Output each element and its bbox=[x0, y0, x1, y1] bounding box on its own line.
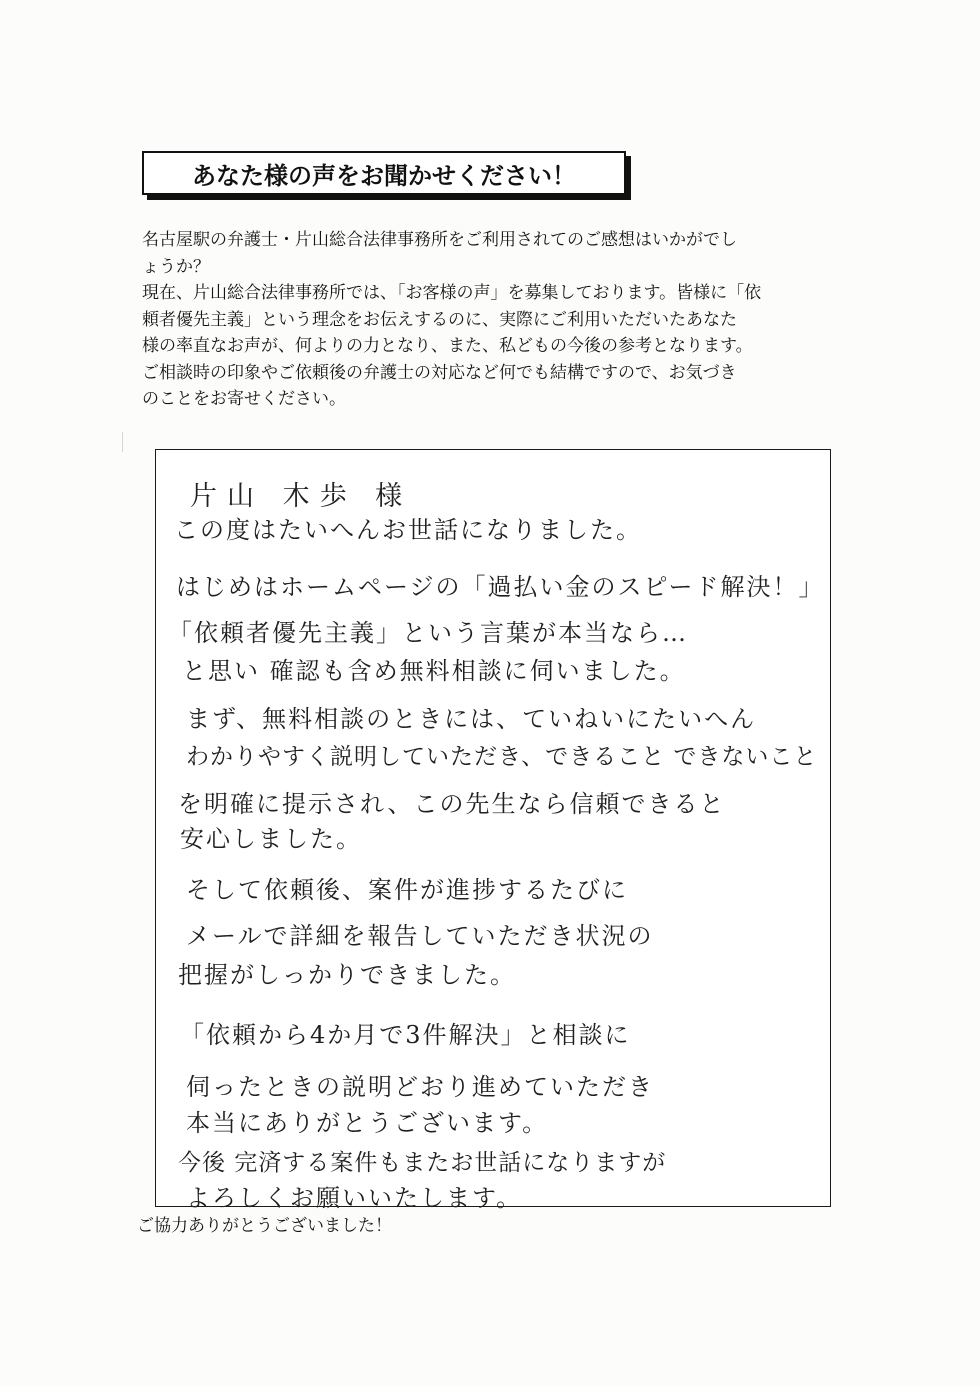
letter-line: この度はたいへんお世話になりました。 bbox=[174, 516, 642, 544]
letter-line: そして依頼後、案件が進捗するたびに bbox=[186, 876, 628, 904]
letter-line: わかりやすく説明していただき、できること できないこと bbox=[186, 744, 818, 770]
intro-line: のことをお寄せください。 bbox=[142, 389, 346, 409]
letter-line: 本当にありがとうございます。 bbox=[186, 1109, 549, 1137]
thanks-text: ご協力ありがとうございました！ bbox=[137, 1216, 392, 1236]
scan-mark bbox=[122, 432, 123, 452]
letter-line: 伺ったときの説明どおり進めていただき bbox=[186, 1073, 654, 1101]
intro-text bbox=[142, 227, 847, 413]
letter-line: を明確に提示され、この先生なら信頼できると bbox=[178, 790, 726, 818]
letter-line: 安心しました。 bbox=[180, 825, 362, 853]
letter-line: と思い 確認も含め無料相談に伺いました。 bbox=[182, 657, 686, 685]
letter-line: はじめはホームページの「過払い金のスピード解決！」 bbox=[176, 573, 825, 601]
letter-line: まず、無料相談のときには、ていねいにたいへん bbox=[186, 705, 757, 733]
intro-line: 頼者優先主義」という理念をお伝えするのに、実際にご利用いただいたあなた bbox=[142, 309, 737, 330]
intro-line: ご相談時の印象やご依頼後の弁護士の対応など何でも結構ですので、お気づき bbox=[142, 362, 737, 383]
letter-line: 把握がしっかりできました。 bbox=[178, 961, 516, 989]
letter-line: 今後 完済する案件もまたお世話になりますが bbox=[178, 1150, 667, 1176]
intro-line: 現在、片山総合法律事務所では、「お客様の声」を募集しております。皆様に「依 bbox=[142, 283, 762, 303]
letter-salutation: 片山 木歩 様 bbox=[190, 481, 413, 512]
intro-line: 名古屋駅の弁護士・片山総合法律事務所をご利用されてのご感想はいかがでし bbox=[142, 230, 737, 250]
letter-line: メールで詳細を報告していただき状況の bbox=[186, 922, 654, 950]
intro-line: ょうか？ bbox=[142, 256, 210, 277]
letter-line: 「依頼者優先主義」という言葉が本当なら… bbox=[168, 619, 688, 647]
letter-line: 「依頼から4か月で3件解決」と相談に bbox=[180, 1021, 631, 1049]
handwritten-letter-box bbox=[155, 449, 831, 1212]
letter-line: よろしくお願いいたします。 bbox=[186, 1184, 523, 1212]
intro-line: 様の率直なお声が、何よりの力となり、また、私どもの今後の参考となります。 bbox=[142, 336, 753, 356]
page-title: あなた様の声をお聞かせください！ bbox=[142, 151, 626, 195]
